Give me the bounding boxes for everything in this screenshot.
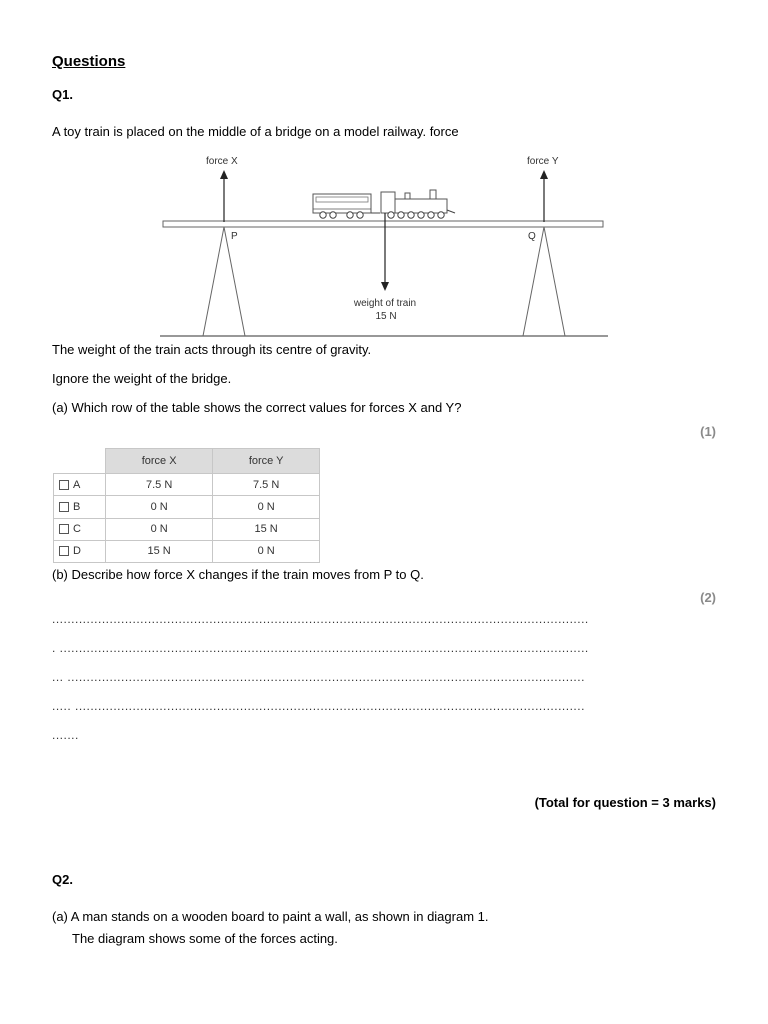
table-row <box>54 518 320 540</box>
option-letter: B <box>73 500 81 513</box>
option-c[interactable] <box>54 518 106 540</box>
answer-line-1[interactable]: ............................................................................................................................................ <box>52 612 589 626</box>
weight-label: weight of train <box>353 298 417 309</box>
option-letter: A <box>73 478 81 491</box>
toy-train <box>313 190 455 218</box>
question-2-number: Q2. <box>52 872 73 887</box>
column-header-force-y: force Y <box>213 449 320 474</box>
page-heading: Questions <box>52 53 126 70</box>
column-header-force-x: force X <box>106 449 213 474</box>
cell-force-y: 7.5 N <box>213 474 320 496</box>
bridge-diagram <box>0 0 768 345</box>
weight-value: 15 N <box>375 311 397 322</box>
question-1-number: Q1. <box>52 87 73 102</box>
cell-force-x: 7.5 N <box>106 474 213 496</box>
weight-arrowhead <box>381 282 389 291</box>
table-row <box>54 540 320 562</box>
table-corner <box>54 449 106 474</box>
option-letter: D <box>73 545 81 558</box>
force-y-label: force Y <box>527 156 559 167</box>
cell-force-y: 0 N <box>213 496 320 518</box>
table-row <box>54 496 320 518</box>
force-x-label: force X <box>206 156 238 167</box>
cell-force-x: 15 N <box>106 540 213 562</box>
checkbox-icon[interactable] <box>59 502 69 512</box>
cell-force-y: 15 N <box>213 518 320 540</box>
part-a-marks: (1) <box>700 424 716 439</box>
question-1-part-b: (b) Describe how force X changes if the train moves from P to Q. <box>52 567 424 582</box>
option-d[interactable] <box>54 540 106 562</box>
answer-line-4[interactable]: ..... ..................................................................................................................................... <box>52 699 585 713</box>
checkbox-icon[interactable] <box>59 480 69 490</box>
answer-line-2[interactable]: . .......................................................................................................................................... <box>52 641 589 655</box>
question-2-part-a-cont: The diagram shows some of the forces acting. <box>72 931 338 946</box>
question-2-part-a: (a) A man stands on a wooden board to paint a wall, as shown in diagram 1. <box>52 909 489 924</box>
option-b[interactable] <box>54 496 106 518</box>
left-support <box>203 227 245 336</box>
cell-force-y: 0 N <box>213 540 320 562</box>
option-a[interactable] <box>54 474 106 496</box>
question-1-line-2: Ignore the weight of the bridge. <box>52 371 232 386</box>
checkbox-icon[interactable] <box>59 524 69 534</box>
answer-options-table <box>53 448 320 563</box>
point-q-label: Q <box>528 231 536 242</box>
bridge-deck <box>163 221 603 227</box>
answer-line-5[interactable]: ....... <box>52 728 79 742</box>
answer-line-3[interactable]: ... ....................................................................................................................................... <box>52 670 585 684</box>
question-1-total: (Total for question = 3 marks) <box>534 795 716 810</box>
table-row <box>54 474 320 496</box>
right-support <box>523 227 565 336</box>
checkbox-icon[interactable] <box>59 546 69 556</box>
point-p-label: P <box>231 231 238 242</box>
force-y-arrowhead <box>540 170 548 179</box>
part-b-marks: (2) <box>700 590 716 605</box>
option-letter: C <box>73 523 81 536</box>
question-1-intro: A toy train is placed on the middle of a bridge on a model railway. force <box>52 124 459 139</box>
cell-force-x: 0 N <box>106 496 213 518</box>
table-header-row <box>54 449 320 474</box>
question-1-part-a: (a) Which row of the table shows the correct values for forces X and Y? <box>52 400 462 415</box>
question-1-line-1: The weight of the train acts through its centre of gravity. <box>52 342 372 357</box>
cell-force-x: 0 N <box>106 518 213 540</box>
force-x-arrowhead <box>220 170 228 179</box>
